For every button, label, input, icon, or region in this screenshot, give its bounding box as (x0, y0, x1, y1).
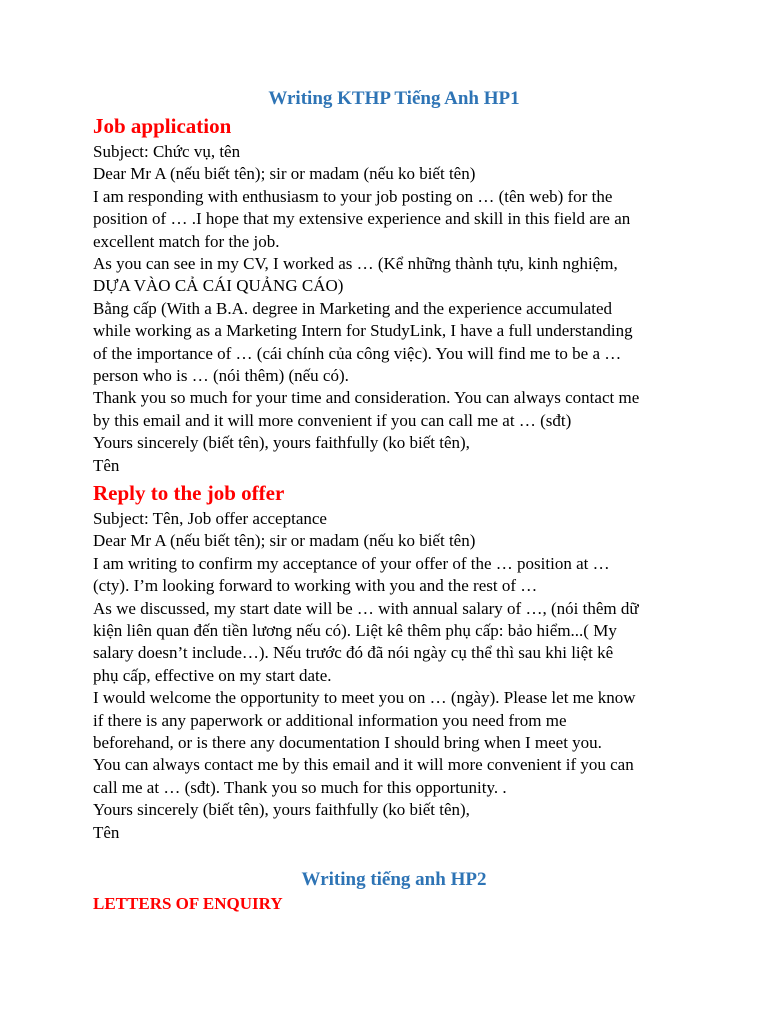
body-line: Tên (93, 822, 120, 842)
body-line: Thank you so much for your time and consideration. You can always contact me (93, 388, 640, 408)
body-line: Tên (93, 455, 120, 475)
reply-job-offer-heading: Reply to the job offer (93, 481, 285, 505)
job-application-body (93, 141, 683, 477)
body-line: person who is … (nói thêm) (nếu có). (93, 366, 349, 386)
reply-job-offer-body (93, 508, 683, 844)
body-line: I am writing to confirm my acceptance of your offer of the … position at … (93, 553, 610, 573)
body-line: You can always contact me by this email and it will more convenient if you can (93, 755, 634, 775)
hp1-title: Writing KTHP Tiếng Anh HP1 (268, 88, 520, 109)
job-application-heading: Job application (93, 114, 232, 138)
body-line: (cty). I’m looking forward to working with you and the rest of … (93, 576, 538, 596)
letters-of-enquiry-heading: LETTERS OF ENQUIRY (93, 894, 283, 913)
body-line: Dear Mr A (nếu biết tên); sir or madam (nếu ko biết tên) (93, 531, 476, 551)
body-line: Subject: Chức vụ, tên (93, 142, 241, 161)
body-line: I would welcome the opportunity to meet you on … (ngày). Please let me know (93, 688, 636, 708)
body-line: Yours sincerely (biết tên), yours faithfully (ko biết tên), (93, 433, 470, 453)
hp2-title: Writing tiếng anh HP2 (301, 869, 487, 890)
body-line: As we discussed, my start date will be … with annual salary of …, (nói thêm dữ (93, 598, 639, 618)
body-line: if there is any paperwork or additional information you need from me (93, 710, 567, 730)
body-line: Dear Mr A (nếu biết tên); sir or madam (nếu ko biết tên) (93, 164, 476, 184)
body-line: beforehand, or is there any documentation I should bring when I meet you. (93, 733, 602, 753)
body-line: salary doesn’t include…). Nếu trước đó đã nói ngày cụ thể thì sau khi liệt kê (93, 643, 614, 663)
body-line: As you can see in my CV, I worked as … (Kể những thành tựu, kinh nghiệm, (93, 254, 618, 274)
body-line: while working as a Marketing Intern for StudyLink, I have a full understanding (93, 321, 633, 341)
body-line: I am responding with enthusiasm to your job posting on … (tên web) for the (93, 186, 613, 206)
body-line: Bằng cấp (With a B.A. degree in Marketing and the experience accumulated (93, 298, 613, 318)
body-line: excellent match for the job. (93, 231, 280, 251)
body-line: by this email and it will more convenient if you can call me at … (sđt) (93, 410, 572, 430)
body-line: call me at … (sđt). Thank you so much for this opportunity. . (93, 777, 507, 797)
body-line: kiện liên quan đến tiền lương nếu có). Liệt kê thêm phụ cấp: bảo hiểm...( My (93, 621, 617, 641)
body-line: Subject: Tên, Job offer acceptance (93, 509, 327, 528)
body-line: Yours sincerely (biết tên), yours faithfully (ko biết tên), (93, 800, 470, 820)
body-line: position of … .I hope that my extensive experience and skill in this field are an (93, 209, 631, 229)
body-line: DỰA VÀO CẢ CÁI QUẢNG CÁO) (93, 276, 344, 296)
body-line: phụ cấp, effective on my start date. (93, 665, 332, 685)
body-line: of the importance of … (cái chính của công việc). You will find me to be a … (93, 343, 622, 363)
